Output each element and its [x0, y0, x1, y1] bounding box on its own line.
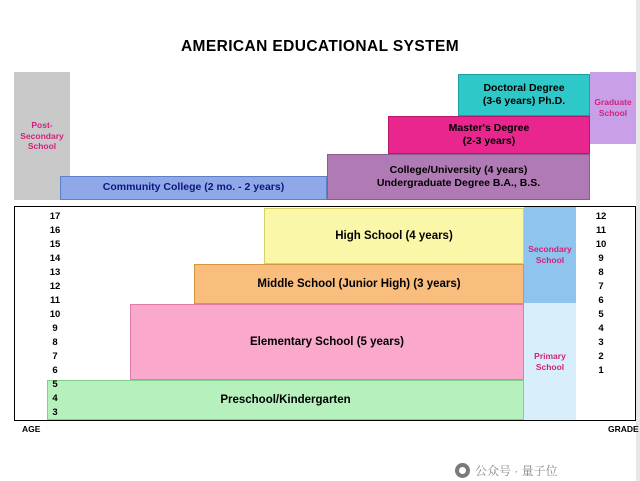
band-primary-school — [524, 303, 576, 420]
block-masters-degree — [388, 116, 590, 154]
age-value: 7 — [52, 351, 58, 362]
block-community-college — [60, 176, 327, 200]
age-value: 15 — [49, 239, 61, 250]
grade-value: 10 — [595, 239, 607, 250]
masters-line2: (2-3 years) — [462, 135, 516, 147]
band-post-secondary-line1: Post- — [31, 120, 53, 131]
community-college-label: Community College (2 mo. - 2 years) — [102, 181, 285, 194]
band-secondary-school — [524, 207, 576, 303]
grade-value: 8 — [598, 267, 604, 278]
grade-value: 2 — [598, 351, 604, 362]
band-post-secondary-line2: Secondary — [20, 130, 64, 141]
page-edge-left — [0, 0, 14, 481]
doctoral-line1: Doctoral Degree — [483, 81, 565, 94]
grade-value: 5 — [598, 309, 604, 320]
age-value: 9 — [52, 323, 58, 334]
age-axis-label: AGE — [22, 424, 41, 434]
age-value: 14 — [49, 253, 61, 264]
grade-value: 11 — [595, 225, 607, 236]
block-doctoral-degree — [458, 74, 590, 116]
age-value: 3 — [52, 407, 58, 418]
band-post-secondary-line3: School — [27, 141, 57, 152]
doctoral-line2: (3-6 years) Ph.D. — [482, 95, 566, 107]
age-value: 16 — [49, 225, 61, 236]
age-value: 11 — [49, 295, 61, 306]
grade-value: 6 — [598, 295, 604, 306]
grade-value: 12 — [595, 211, 607, 222]
age-value: 12 — [49, 281, 61, 292]
masters-line1: Master's Degree — [448, 121, 530, 134]
age-value: 17 — [49, 211, 61, 222]
band-secondary-line2: School — [535, 255, 565, 265]
band-graduate-line2: School — [598, 108, 628, 118]
elementary-school-label: Elementary School (5 years) — [249, 335, 405, 348]
age-value: 6 — [52, 365, 58, 376]
college-line1: College/University (4 years) — [389, 163, 528, 176]
block-preschool-kindergarten — [47, 380, 524, 420]
page-edge-right — [636, 0, 640, 481]
band-graduate-line1: Graduate — [594, 97, 632, 108]
age-value: 4 — [52, 393, 58, 404]
high-school-label: High School (4 years) — [335, 229, 453, 242]
grade-axis-label: GRADE — [608, 424, 639, 434]
band-primary-line1: Primary — [534, 350, 566, 361]
age-value: 5 — [52, 379, 58, 390]
grade-axis-values — [590, 210, 612, 378]
block-middle-school — [194, 264, 524, 304]
page-title: AMERICAN EDUCATIONAL SYSTEM — [180, 38, 460, 55]
band-graduate-school — [590, 72, 636, 144]
grade-value: 9 — [598, 253, 604, 264]
grade-value: 3 — [598, 337, 604, 348]
age-value: 8 — [52, 337, 58, 348]
block-college-university — [327, 154, 590, 200]
grade-value: 1 — [598, 365, 604, 376]
age-value: 13 — [49, 267, 61, 278]
middle-school-label: Middle School (Junior High) (3 years) — [257, 277, 461, 290]
age-value: 10 — [49, 309, 61, 320]
block-high-school — [264, 208, 524, 264]
watermark-text: 公众号 · 量子位 — [475, 464, 558, 478]
grade-value: 4 — [598, 323, 604, 334]
band-secondary-line1: Secondary — [528, 244, 572, 255]
watermark-logo-icon — [455, 463, 470, 478]
age-axis-values — [44, 210, 66, 420]
grade-value: 7 — [598, 281, 604, 292]
preschool-label: Preschool/Kindergarten — [220, 393, 351, 406]
watermark — [455, 462, 558, 479]
band-primary-line2: School — [535, 361, 565, 372]
block-elementary-school — [130, 304, 524, 380]
college-line2: Undergraduate Degree B.A., B.S. — [376, 177, 541, 189]
